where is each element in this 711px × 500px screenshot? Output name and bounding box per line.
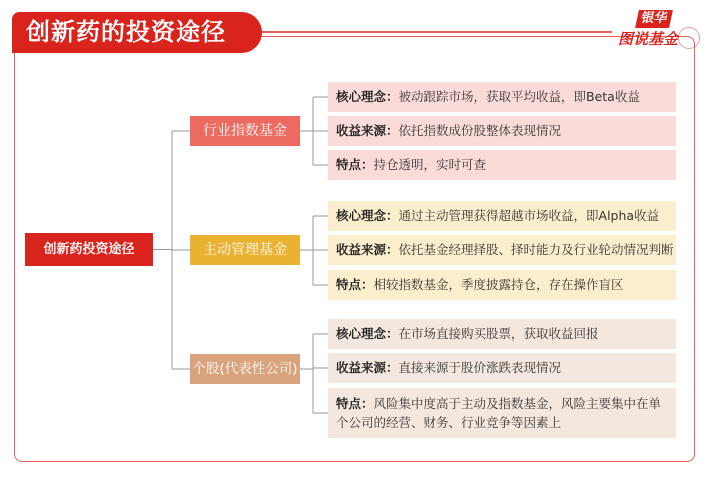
card-stock-feature xyxy=(328,388,676,438)
branch-index-fund: 行业指数基金 xyxy=(190,116,300,146)
card-key: 核心理念： xyxy=(336,89,399,104)
card-text: 依托指数成份股整体表现情况 xyxy=(398,123,562,138)
card-index-feature xyxy=(328,150,676,180)
card-text: 被动跟踪市场，获取平均收益，即Beta收益 xyxy=(398,89,640,104)
card-active-source xyxy=(328,235,676,265)
card-text: 在市场直接购买股票，获取收益回报 xyxy=(398,326,599,341)
card-key: 特点： xyxy=(336,157,374,172)
branch-individual-stock: 个股(代表性公司) xyxy=(190,354,300,384)
card-key: 收益来源： xyxy=(336,123,399,138)
card-key: 特点： xyxy=(336,396,374,411)
card-text: 相较指数基金，季度披露持仓，存在操作盲区 xyxy=(373,277,624,292)
card-index-source xyxy=(328,116,676,146)
logo-line-2: 图说基金 xyxy=(618,30,679,48)
root-node: 创新药投资途径 xyxy=(25,233,153,266)
card-text: 直接来源于股价涨跌表现情况 xyxy=(398,360,562,375)
card-key: 收益来源： xyxy=(336,360,399,375)
card-key: 核心理念： xyxy=(336,326,399,341)
card-text: 风险集中度高于主动及指数基金，风险主要集中在单个公司的经营、财务、行业竞争等因素上 xyxy=(336,396,662,430)
card-stock-core xyxy=(328,319,676,349)
card-active-core xyxy=(328,201,676,231)
branch-active-fund: 主动管理基金 xyxy=(190,235,300,265)
card-text: 通过主动管理获得超越市场收益，即Alpha收益 xyxy=(398,208,660,223)
card-active-feature xyxy=(328,270,676,300)
card-index-core xyxy=(328,82,676,112)
logo-line-1: 银华 xyxy=(635,10,673,28)
card-text: 依托基金经理择股、择时能力及行业轮动情况判断 xyxy=(398,242,674,257)
card-key: 核心理念： xyxy=(336,208,399,223)
card-stock-source xyxy=(328,353,676,383)
card-text: 持仓透明，实时可查 xyxy=(373,157,487,172)
page-title: 创新药的投资途径 xyxy=(12,12,262,53)
card-key: 收益来源： xyxy=(336,242,399,257)
card-key: 特点： xyxy=(336,277,374,292)
